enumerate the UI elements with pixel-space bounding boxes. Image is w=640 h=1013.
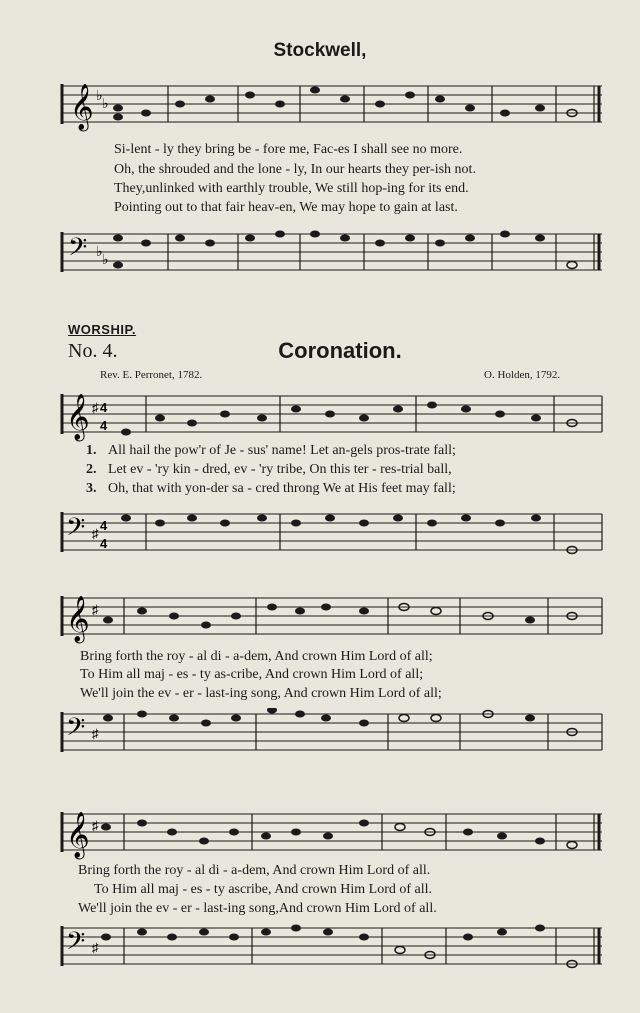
refrain1-line-2: To Him all maj - es - ty as-cribe, And crown Him Lord of all; bbox=[80, 667, 424, 682]
svg-text:𝄞: 𝄞 bbox=[66, 394, 90, 440]
svg-text:4: 4 bbox=[100, 418, 108, 433]
verse-number: 3. bbox=[86, 481, 97, 496]
svg-text:♯: ♯ bbox=[92, 602, 99, 617]
svg-text:♭: ♭ bbox=[102, 95, 109, 111]
svg-text:♯: ♯ bbox=[92, 400, 99, 415]
stockwell-verse-2: Oh, the shrouded and the lone - ly, In our hearts they per-ish not. bbox=[114, 162, 476, 177]
stockwell-treble-staff bbox=[0, 80, 640, 132]
refrain1-line-1: Bring forth the roy - al di - a-dem, And crown Him Lord of all; bbox=[80, 649, 433, 664]
refrain2-line-3: We'll join the ev - er - last-ing song,And crown Him Lord of all. bbox=[78, 901, 437, 916]
verse-text: Oh, that with yon-der sa - cred throng We at His feet may fall; bbox=[108, 481, 456, 496]
svg-text:𝄢: 𝄢 bbox=[66, 513, 86, 548]
refrain2-line-1: Bring forth the roy - al di - a-dem, And crown Him Lord of all. bbox=[78, 863, 431, 878]
svg-text:𝄞: 𝄞 bbox=[66, 812, 90, 858]
svg-text:♯: ♯ bbox=[92, 940, 99, 955]
composer-credit: O. Holden, 1792. bbox=[484, 369, 561, 381]
svg-text:4: 4 bbox=[100, 400, 108, 415]
stockwell-verse-3: They,unlinked with earthly trouble, We still hop-ing for its end. bbox=[114, 181, 469, 196]
coronation-system2-bass bbox=[0, 708, 640, 760]
author-credit: Rev. E. Perronet, 1782. bbox=[100, 369, 203, 381]
svg-text:𝄞: 𝄞 bbox=[70, 84, 94, 130]
verse-number: 2. bbox=[86, 462, 97, 477]
coronation-verse-1 bbox=[86, 443, 456, 459]
verse-text: Let ev - 'ry kin - dred, ev - 'ry tribe, On this ter - res-trial ball, bbox=[108, 462, 452, 477]
stockwell-title: Stockwell, bbox=[273, 40, 367, 61]
svg-text:𝄢: 𝄢 bbox=[68, 233, 88, 268]
svg-text:♭: ♭ bbox=[96, 87, 103, 103]
coronation-verse-3 bbox=[86, 481, 456, 497]
coronation-system2-treble bbox=[0, 592, 640, 644]
refrain2-line-2: To Him all maj - es - ty ascribe, And crown Him Lord of all. bbox=[94, 882, 433, 897]
svg-text:♯: ♯ bbox=[92, 526, 99, 541]
hymn-number: No. 4. bbox=[68, 340, 118, 362]
stockwell-verse-1: Si-lent - ly they bring be - fore me, Fac-es I shall see no more. bbox=[114, 142, 463, 157]
coronation-system3-bass bbox=[0, 922, 640, 974]
svg-text:𝄞: 𝄞 bbox=[66, 596, 90, 642]
section-label: WORSHIP. bbox=[68, 322, 137, 337]
svg-text:4: 4 bbox=[100, 518, 108, 533]
coronation-system1-bass bbox=[0, 508, 640, 560]
verse-number: 1. bbox=[86, 443, 97, 458]
svg-text:♭: ♭ bbox=[96, 243, 103, 259]
coronation-verse-2 bbox=[86, 462, 452, 478]
refrain1-line-3: We'll join the ev - er - last-ing song, And crown Him Lord of all; bbox=[80, 686, 442, 701]
stockwell-bass-staff bbox=[0, 228, 640, 280]
svg-text:♯: ♯ bbox=[92, 726, 99, 741]
coronation-title: Coronation. bbox=[278, 338, 402, 363]
coronation-system3-treble bbox=[0, 808, 640, 860]
coronation-system1-treble bbox=[0, 390, 640, 442]
svg-text:4: 4 bbox=[100, 536, 108, 551]
svg-text:𝄢: 𝄢 bbox=[66, 927, 86, 962]
stockwell-verse-4: Pointing out to that fair heav-en, We may hope to gain at last. bbox=[114, 200, 458, 215]
svg-text:♭: ♭ bbox=[102, 251, 109, 267]
svg-text:𝄢: 𝄢 bbox=[66, 713, 86, 748]
verse-text: All hail the pow'r of Je - sus' name! Let an-gels pros-trate fall; bbox=[108, 443, 456, 458]
svg-text:♯: ♯ bbox=[92, 818, 99, 833]
